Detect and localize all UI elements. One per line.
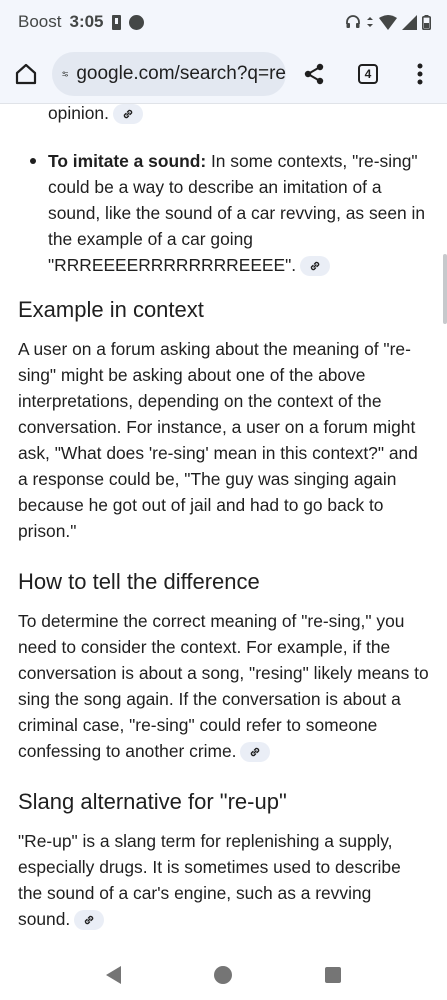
body-line: confessing to another crime. bbox=[18, 741, 237, 761]
wifi-icon bbox=[379, 15, 397, 30]
body-line: criminal case, "re-sing" could refer to someone bbox=[18, 715, 378, 735]
section-heading-example: Example in context bbox=[18, 297, 204, 322]
body-line: sing the song again. If the conversation is about a bbox=[18, 689, 401, 709]
body-line: conversation. For instance, a user on a forum might bbox=[18, 417, 416, 437]
section-heading-difference: How to tell the difference bbox=[18, 569, 260, 594]
system-nav-bar bbox=[0, 950, 447, 1000]
previous-bullet-tail bbox=[48, 104, 438, 126]
link-icon bbox=[122, 108, 134, 120]
section-body-difference bbox=[18, 608, 443, 764]
bullet-bold-label: To imitate a sound: bbox=[48, 151, 207, 171]
source-link-chip[interactable] bbox=[113, 104, 143, 124]
section-body-example bbox=[18, 336, 443, 544]
notification-dot-icon bbox=[129, 15, 144, 30]
body-line: interpretations, depending on the context of the bbox=[18, 391, 382, 411]
body-line: ask, "What does 're-sing' mean in this context?" and bbox=[18, 443, 418, 463]
source-link-chip[interactable] bbox=[240, 742, 270, 762]
body-line: prison." bbox=[18, 521, 77, 541]
tab-switcher-button[interactable] bbox=[346, 52, 390, 96]
headset-icon bbox=[345, 14, 361, 30]
body-line: A user on a forum asking about the meaning of "re- bbox=[18, 339, 411, 359]
search-result-content[interactable] bbox=[0, 104, 447, 950]
carrier-label: Boost bbox=[18, 12, 62, 31]
body-line: To determine the correct meaning of "re-sing," you bbox=[18, 611, 405, 631]
overflow-menu-button[interactable] bbox=[398, 52, 442, 96]
scrollbar-thumb[interactable] bbox=[443, 254, 447, 324]
bullet-line: "RRREEEERRRRRRRREEEE". bbox=[48, 255, 297, 275]
source-link-chip[interactable] bbox=[74, 910, 104, 930]
section-heading-slang: Slang alternative for "re-up" bbox=[18, 789, 287, 814]
body-line: conversation is about a song, "resing" likely means to bbox=[18, 663, 429, 683]
body-line: sing" might be asking about one of the above bbox=[18, 365, 366, 385]
data-arrows-icon bbox=[366, 16, 374, 28]
body-line: the sound of a car's engine, such as a revving bbox=[18, 883, 372, 903]
tune-icon[interactable] bbox=[62, 65, 68, 83]
back-icon[interactable] bbox=[106, 966, 121, 984]
body-line: especially drugs. It is sometimes used to describe bbox=[18, 857, 401, 877]
address-bar[interactable] bbox=[52, 52, 286, 96]
bullet-line: the example of a car going bbox=[48, 229, 253, 249]
status-bar bbox=[0, 0, 447, 44]
section-body-slang bbox=[18, 828, 443, 932]
status-left bbox=[18, 12, 144, 32]
more-vert-icon bbox=[417, 63, 423, 85]
battery-icon bbox=[422, 15, 431, 30]
bullet-line: sound, like the sound of a car revving, as seen in bbox=[48, 203, 426, 223]
link-icon bbox=[309, 260, 321, 272]
bullet-imitate-sound bbox=[48, 148, 443, 278]
browser-toolbar bbox=[0, 44, 447, 104]
sim-card-icon bbox=[112, 15, 121, 30]
tab-count: 4 bbox=[358, 64, 378, 84]
body-line: sound. bbox=[18, 909, 71, 929]
bullet-dot bbox=[30, 158, 36, 164]
source-link-chip[interactable] bbox=[300, 256, 330, 276]
previous-text: opinion. bbox=[48, 104, 109, 123]
clock: 3:05 bbox=[69, 12, 104, 31]
url-text[interactable]: google.com/search?q=re bbox=[76, 63, 286, 84]
share-button[interactable] bbox=[292, 52, 336, 96]
home-icon bbox=[15, 63, 37, 85]
share-icon bbox=[302, 62, 326, 86]
body-line: "Re-up" is a slang term for replenishing a supply, bbox=[18, 831, 393, 851]
recents-icon[interactable] bbox=[325, 967, 341, 983]
bullet-line: could be a way to describe an imitation of a bbox=[48, 177, 382, 197]
signal-icon bbox=[402, 15, 417, 30]
home-nav-icon[interactable] bbox=[214, 966, 232, 984]
home-button[interactable] bbox=[4, 52, 48, 96]
body-line: because he got out of jail and had to go back to bbox=[18, 495, 384, 515]
status-right bbox=[345, 14, 431, 30]
body-line: a response could be, "The guy was singing again bbox=[18, 469, 397, 489]
link-icon bbox=[249, 746, 261, 758]
body-line: need to consider the context. For example, if the bbox=[18, 637, 391, 657]
bullet-line: In some contexts, "re-sing" bbox=[206, 151, 418, 171]
link-icon bbox=[83, 914, 95, 926]
